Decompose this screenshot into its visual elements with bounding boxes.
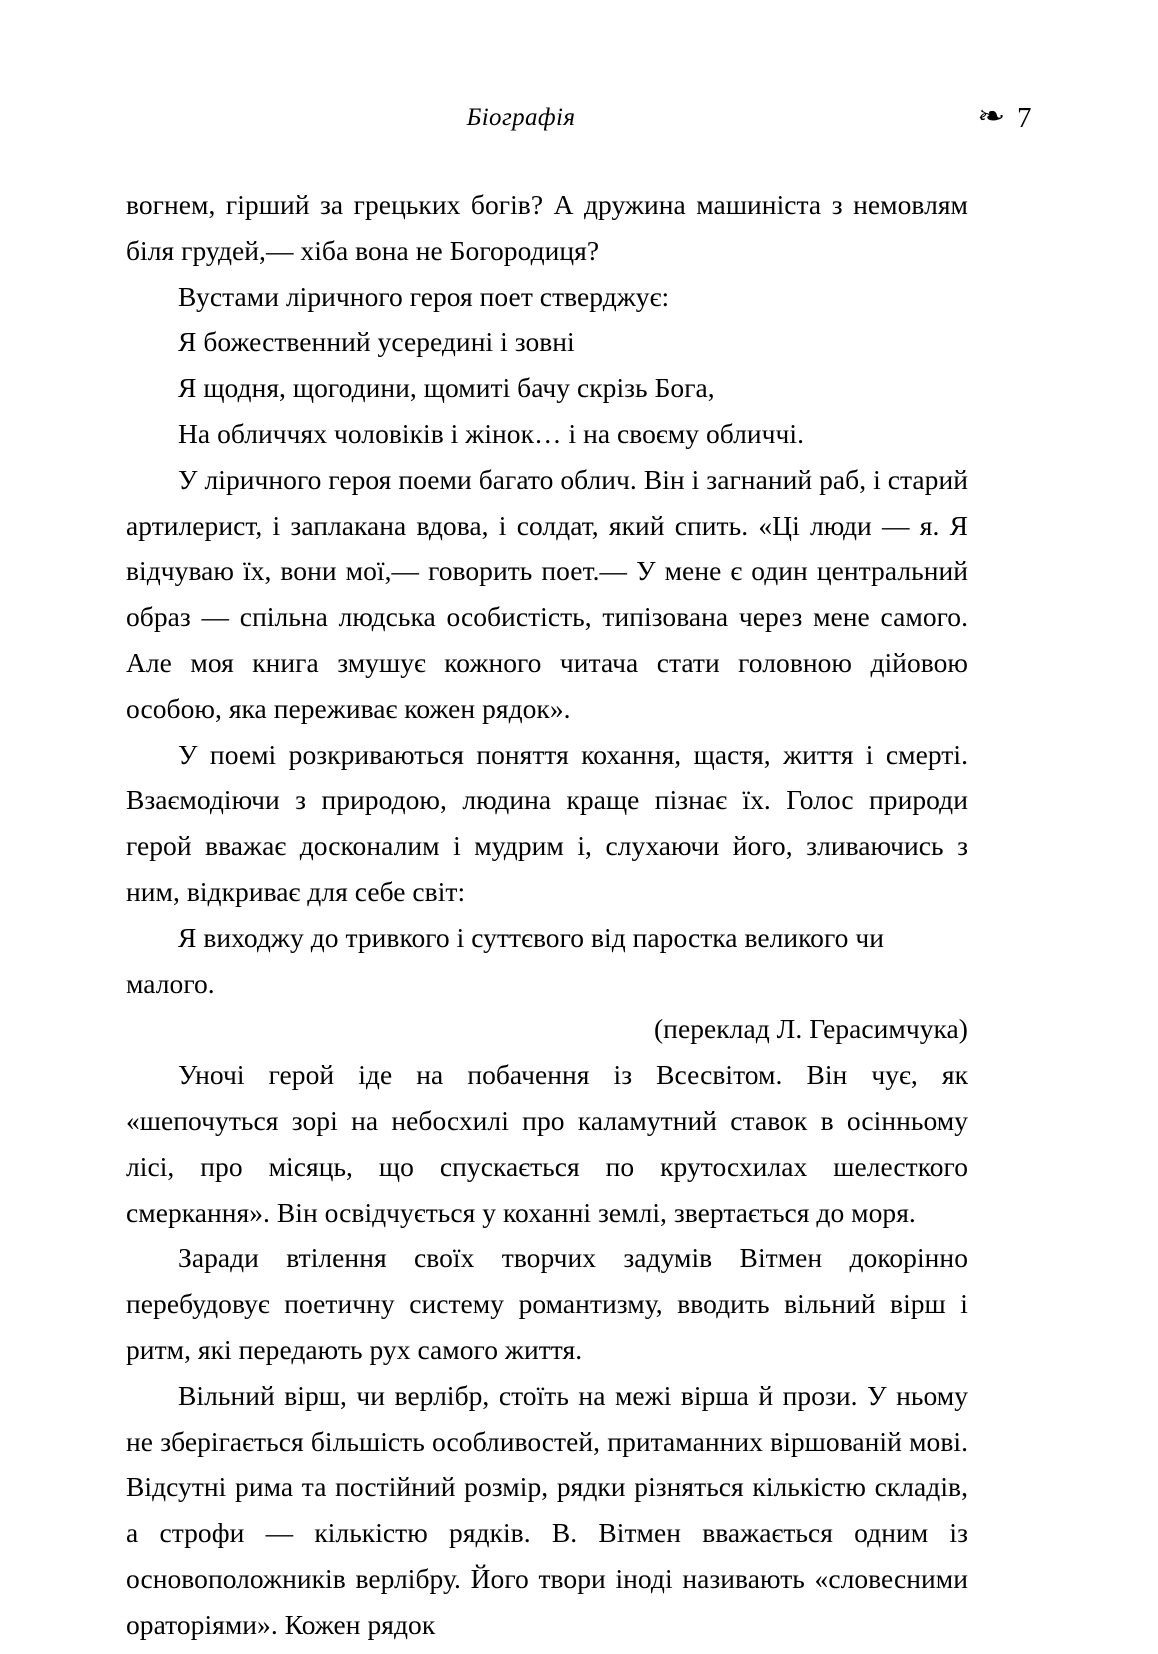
leaf-ornament-icon: ❧ [977, 100, 1006, 131]
paragraph: Вільний вірш, чи верлібр, стоїть на межі вірша й прози. У ньому не зберігається більшість особливостей, притаманних віршованій мові. Відсутні рима та постійний розмір, рядки різняться кількістю складів, а строфи — кількістю рядків. В. Вітмен вважається одним із основоположників верлібру. Його твори іноді називають «словесними ораторіями». Кожен рядок [126, 1379, 968, 1640]
folio-group [977, 100, 1032, 135]
verse-line: На обличчях чоловіків і жінок… і на своєму обличчі. [178, 417, 805, 449]
running-head [126, 96, 1032, 140]
paragraph: Вустами ліричного героя поет стверджує: [178, 280, 670, 312]
translation-credit: (переклад Л. Герасимчука) [653, 1013, 968, 1045]
verse-line: Я виходжу до тривкого і суттєвого від паростка великого чи малого. [126, 921, 884, 999]
paragraph: Уночі герой іде на побачення із Всесвітом. Він чує, як «шепочуться зорі на небосхилі про каламутний ставок в осінньому лісі, про місяць, що спускається по крутосхилах шелесткого смеркання». Він освідчується у коханні землі, звертається до моря. [126, 1059, 968, 1228]
paragraph: Заради втілення своїх творчих задумів Вітмен докорінно перебудовує поетичну систему романтизму, вводить вільний вірш і ритм, які передають рух самого життя. [126, 1242, 968, 1365]
paragraph-continued: вогнем, гірший за грецьких богів? А дружина машиніста з немовлям біля грудей,— хіба вона не Богородиця? [126, 189, 968, 266]
verse-line: Я божественний усередині і зовні [178, 326, 575, 358]
paragraph: У ліричного героя поеми багато облич. Він і загнаний раб, і старий артилерист, і заплакана вдова, і солдат, який спить. «Ці люди — я. Я відчуваю їх, вони мої,— говорить поет.— У мене є один центральний образ — спільна людська особистість, типізована через мене самого. Але моя книга змушує кожного читача стати головною дійовою особою, яка переживає кожен рядок». [126, 463, 968, 724]
running-head-title: Біографія [466, 104, 576, 131]
text-column [126, 182, 968, 1648]
page-number: 7 [1017, 101, 1032, 134]
verse-line: Я щодня, щогодини, щомиті бачу скрізь Бога, [178, 372, 715, 404]
paragraph: У поемі розкриваються поняття кохання, щастя, життя і смерті. Взаємодіючи з природою, людина краще пізнає їх. Голос природи герой вважає досконалим і мудрим і, слухаючи його, зливаючись з ним, відкриває для себе світ: [126, 738, 968, 907]
